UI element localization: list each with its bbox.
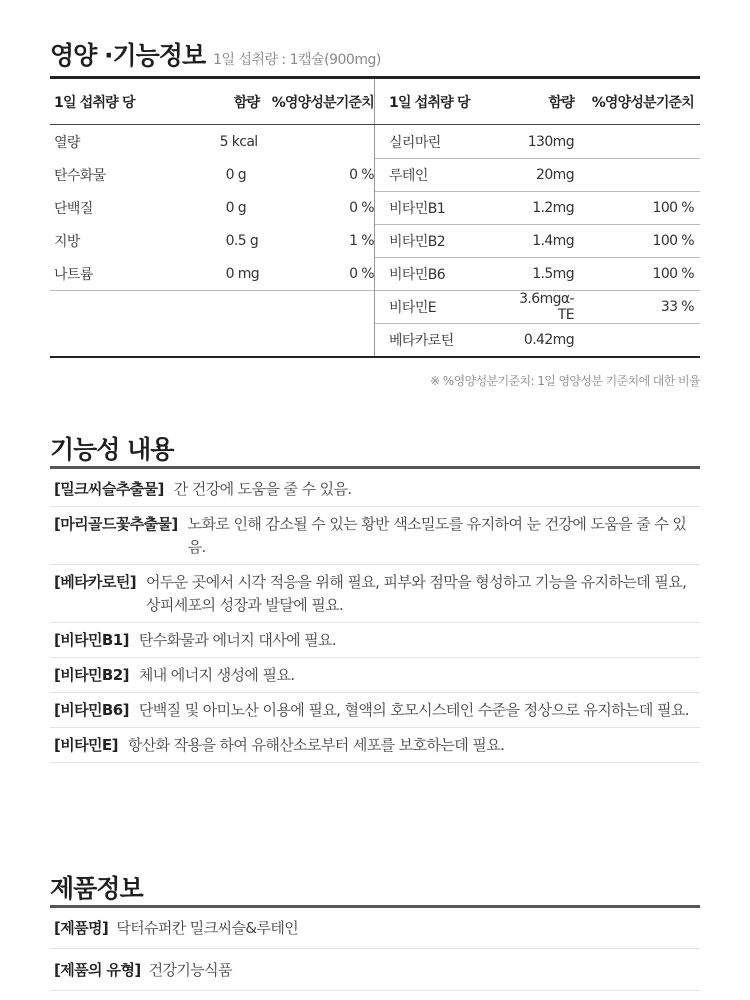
- function-item-text: 노화로 인해 감소될 수 있는 황반 색소밀도를 유지하여 눈 건강에 도움을 줄 수 있음.: [187, 515, 687, 556]
- nutrient-percent: 0 %: [349, 166, 375, 183]
- nutrient-row: [375, 125, 700, 158]
- nutrient-row: [50, 158, 374, 191]
- product-item: [50, 949, 700, 991]
- nutrient-row: [50, 224, 374, 257]
- nutrient-amount: 130mg: [527, 133, 574, 150]
- product-item-text: 닥터슈퍼칸 밀크씨슬&루테인: [116, 919, 299, 937]
- function-item-key: [비타민B6]: [54, 701, 129, 719]
- nutrition-left-column: [50, 125, 375, 356]
- nutrient-amount: 1.2mg: [532, 200, 574, 216]
- nutrient-percent: 33 %: [660, 299, 694, 315]
- nutrient-row: [375, 290, 700, 323]
- nutrition-title-text: 영양 ·기능정보: [50, 41, 206, 70]
- product-item-text: 건강기능식품: [148, 961, 232, 979]
- nutrient-percent: 0 %: [349, 265, 375, 282]
- nutrient-percent: 0 %: [349, 199, 375, 216]
- nutrient-percent: 100 %: [652, 200, 694, 216]
- header-amount-right: 함량: [548, 95, 574, 111]
- nutrient-amount: 3.6mgα-TE: [519, 291, 574, 323]
- nutrition-title: [50, 36, 381, 72]
- nutrition-table-header: [50, 79, 700, 125]
- nutrient-name: 단백질: [54, 200, 93, 217]
- nutrient-name: 비타민B6: [389, 267, 446, 283]
- nutrient-name: 열량: [54, 134, 80, 151]
- function-item-text: 간 건강에 도움을 줄 수 있음.: [173, 480, 352, 498]
- nutrient-percent: 100 %: [652, 266, 694, 282]
- function-item: [50, 658, 700, 693]
- nutrient-row: [375, 257, 700, 290]
- function-item: [50, 728, 700, 763]
- function-item-text: 어두운 곳에서 시각 적응을 위해 필요, 피부와 점막을 형성하고 기능을 유지하는데 필요, 상피세포의 성장과 발달에 필요.: [145, 573, 687, 614]
- nutrient-row: [50, 257, 374, 290]
- header-percent: %영양성분기준치: [271, 95, 374, 111]
- nutrient-amount: 0.5 g: [225, 232, 259, 249]
- function-item: [50, 623, 700, 658]
- header-serving: 1일 섭취량 당: [54, 95, 135, 111]
- function-item-text: 탄수화물과 에너지 대사에 필요.: [138, 631, 337, 649]
- product-item-key: [제품명]: [54, 919, 109, 937]
- nutrient-row: [50, 125, 374, 158]
- function-item-key: [베타카로틴]: [54, 573, 136, 591]
- nutrient-name: 나트륨: [54, 266, 93, 283]
- nutrient-percent: 100 %: [652, 233, 694, 249]
- nutrient-name: 지방: [54, 233, 80, 250]
- nutrient-amount: 20mg: [536, 167, 574, 183]
- nutrient-row: [375, 323, 700, 356]
- function-item-key: [마리골드꽃추출물]: [54, 515, 178, 533]
- function-item-key: [비타민E]: [54, 736, 118, 754]
- function-list: [50, 472, 700, 763]
- serving-note: 1일 섭취량 : 1캡슐(900mg): [213, 52, 381, 68]
- nutrient-row: [375, 191, 700, 224]
- product-item-key: [제품의 유형]: [54, 961, 141, 979]
- nutrition-footnote: ※ %영양성분기준치: 1일 영양성분 기준치에 대한 비율: [430, 374, 700, 388]
- header-serving-right: 1일 섭취량 당: [389, 95, 470, 111]
- function-item-text: 체내 에너지 생성에 필요.: [138, 666, 295, 684]
- function-item: [50, 565, 700, 623]
- header-amount: 함량: [233, 95, 260, 111]
- nutrient-name: 루테인: [389, 168, 428, 184]
- nutrient-amount: 1.4mg: [532, 233, 574, 249]
- nutrient-row: [375, 224, 700, 257]
- nutrient-name: 탄수화물: [54, 167, 106, 184]
- product-item: [50, 907, 700, 949]
- nutrient-name: 비타민B2: [389, 234, 446, 250]
- nutrition-right-column: [375, 125, 700, 356]
- empty-cell: [50, 290, 374, 356]
- function-item-text: 항산화 작용을 하여 유해산소로부터 세포를 보호하는데 필요.: [127, 736, 505, 754]
- product-title: 제품정보: [50, 874, 143, 903]
- function-item: [50, 472, 700, 507]
- product-list: [50, 907, 700, 991]
- nutrient-name: 비타민E: [389, 300, 437, 316]
- nutrient-amount: 0 g: [225, 166, 247, 183]
- nutrient-row: [375, 158, 700, 191]
- nutrient-amount: 0.42mg: [523, 332, 574, 348]
- nutrition-table: [50, 76, 700, 358]
- nutrient-percent: 1 %: [349, 232, 375, 249]
- function-item-text: 단백질 및 아미노산 이용에 필요, 혈액의 호모시스테인 수준을 정상으로 유지하는데 필요.: [138, 701, 689, 719]
- nutrient-name: 베타카로틴: [389, 333, 454, 349]
- nutrient-name: 비타민B1: [389, 201, 446, 217]
- nutrient-amount: 1.5mg: [532, 266, 574, 282]
- nutrient-amount: 0 mg: [225, 265, 260, 282]
- nutrient-amount: 5 kcal: [219, 133, 258, 150]
- function-title: 기능성 내용: [50, 435, 174, 464]
- function-item-key: [비타민B1]: [54, 631, 129, 649]
- nutrient-amount: 0 g: [225, 199, 247, 216]
- function-item-key: [비타민B2]: [54, 666, 129, 684]
- function-item-key: [밀크씨슬추출물]: [54, 480, 164, 498]
- function-divider: [50, 466, 700, 469]
- header-percent-right: %영양성분기준치: [591, 95, 694, 111]
- function-item: [50, 693, 700, 728]
- nutrient-name: 실리마린: [389, 134, 441, 151]
- nutrient-row: [50, 191, 374, 224]
- function-item: [50, 507, 700, 565]
